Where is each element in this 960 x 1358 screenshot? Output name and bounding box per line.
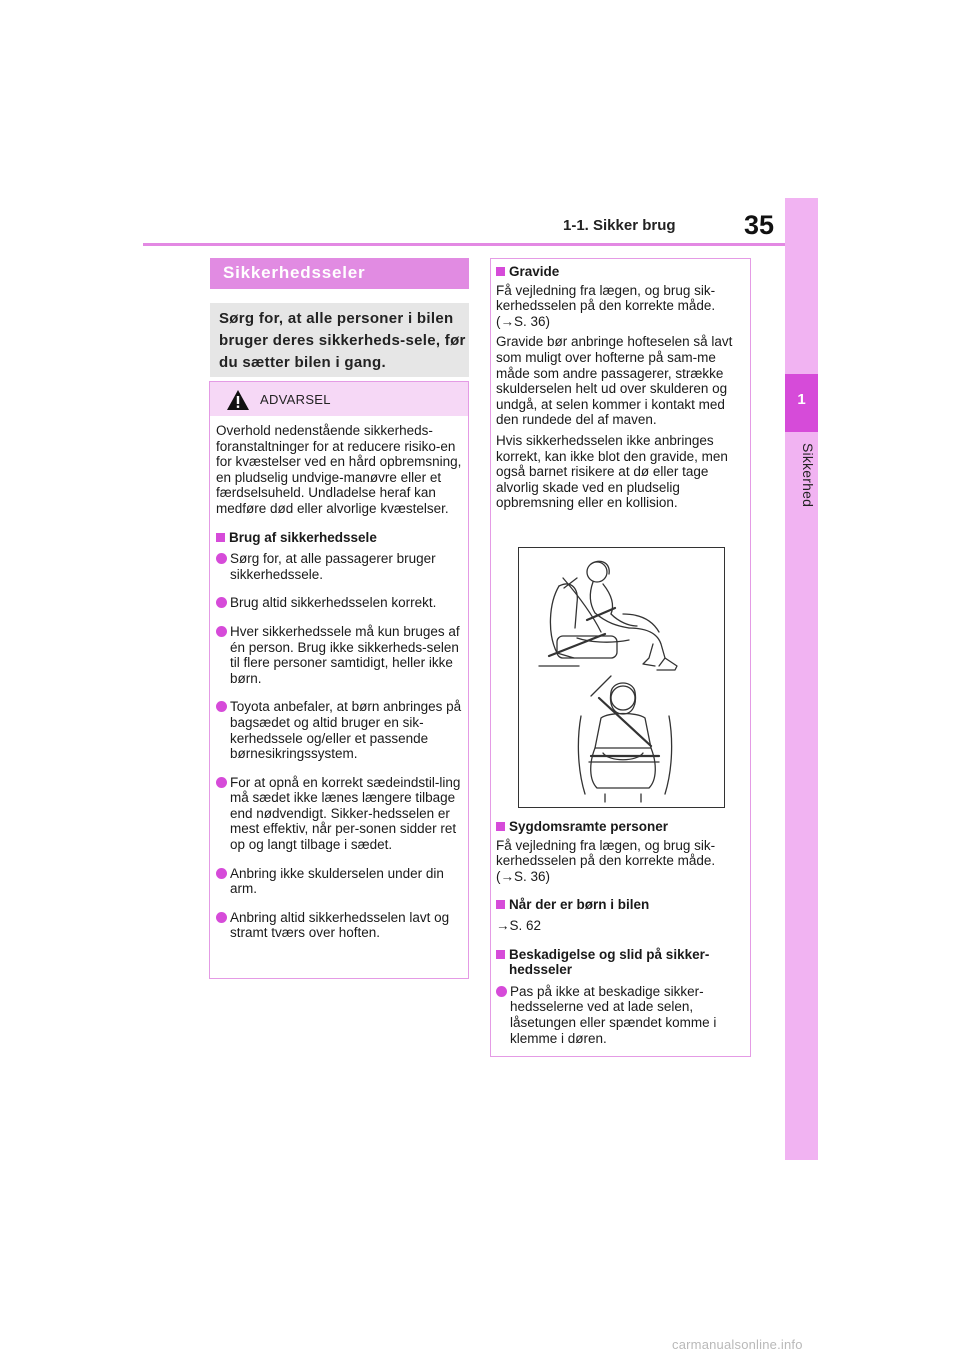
list-item-text: Hver sikkerhedssele må kun bruges af én person. Brug ikke sikkerheds-selen til flere personer samtidigt, heller ikke børn. (230, 623, 460, 686)
pregnant-heading-label: Gravide (509, 264, 560, 279)
warning-body (216, 423, 462, 941)
list-item (216, 866, 462, 897)
pregnant-paragraph-1: Få vejledning fra lægen, og brug sik-kerhedsselen på den korrekte måde. (496, 282, 716, 314)
round-bullet-icon (496, 986, 507, 997)
page-reference-link[interactable]: (→S. 36) (496, 868, 551, 884)
list-item-text: Brug altid sikkerhedsselen korrekt. (230, 595, 437, 611)
info-body-lower (496, 819, 746, 1046)
pregnant-paragraph-3: Hvis sikkerhedsselen ikke anbringes korrekt, kan ikke blot den gravide, men også barnet risikere at dø eller tage alvorlig skade ved en pludselig opbremsning eller en kollision. (496, 432, 728, 511)
list-item (216, 699, 462, 761)
warning-header (210, 382, 468, 416)
list-item (216, 910, 462, 941)
list-item-text: For at opnå en korrekt sædeindstil-ling må sædet ikke lænes længere tilbage end nødvendigt. Sikker-hedsselen er mest effektiv, når per-sonen sidder ret op og langt tilbage i sædet. (230, 774, 461, 853)
info-box (490, 258, 751, 1057)
list-item-text: Toyota anbefaler, at børn anbringes på bagsædet og altid bruger en sik-kerhedssele og/eller et passende børnesikringssystem. (230, 699, 462, 762)
round-bullet-icon (216, 912, 227, 923)
chapter-name: Sikkerhed (800, 443, 816, 508)
warning-text: Overhold nedenstående sikkerheds-foranstaltninger for at reducere risiko-en for kvæstelser ved en hård opbremsning, en pludselig undvige-manøvre eller et færdselsuheld. Undladelse heraf kan medføre død eller alvorlige kvæstelser. (216, 423, 462, 516)
list-item (216, 595, 462, 611)
square-bullet-icon (496, 950, 505, 959)
warning-subheading-label: Brug af sikkerhedssele (229, 529, 377, 545)
round-bullet-icon (216, 701, 227, 712)
pregnant-seatbelt-illustration (518, 547, 725, 808)
page-reference-link[interactable]: (→S. 36) (496, 313, 551, 329)
info-body (496, 264, 746, 511)
sick-heading-label: Sygdomsramte personer (509, 819, 669, 834)
children-heading-label: Når der er børn i bilen (509, 897, 650, 913)
damage-heading-label: Beskadigelse og slid på sikker-hedsseler (509, 946, 710, 978)
warning-box (209, 381, 469, 979)
chapter-side-strip (785, 198, 818, 1160)
pregnant-paragraph-2: Gravide bør anbringe hofteselen så lavt som muligt over hofterne på sam-me måde som andre passagerer, strække skulderselen helt ud over skulderen og undgå, at selen kommer i kontakt med den rundede del af maven. (496, 334, 733, 428)
sick-paragraph: Få vejledning fra lægen, og brug sik-kerhedsselen på den korrekte måde. (496, 837, 716, 869)
square-bullet-icon (496, 267, 505, 276)
section-banner (210, 258, 469, 289)
list-item (496, 984, 746, 1046)
round-bullet-icon (216, 868, 227, 879)
round-bullet-icon (216, 777, 227, 788)
square-bullet-icon (216, 533, 225, 542)
list-item (216, 624, 462, 686)
list-item-text: Sørg for, at alle passagerer bruger sikkerhedssele. (230, 551, 436, 582)
warning-subheading (216, 530, 462, 546)
damage-heading (496, 947, 746, 978)
header-rule (143, 243, 785, 246)
list-item (216, 775, 462, 853)
list-item-text: Pas på ikke at beskadige sikker-hedsselerne ved at lade selen, låsetungen eller spændet komme i klemme i døren. (510, 983, 717, 1046)
square-bullet-icon (496, 900, 505, 909)
round-bullet-icon (216, 626, 227, 637)
section-banner-title: Sikkerhedsseler (223, 263, 366, 282)
sick-heading (496, 819, 746, 835)
page-number: 35 (744, 210, 775, 240)
section-title: 1-1. Sikker brug (563, 217, 676, 234)
watermark: carmanualsonline.info (672, 1337, 803, 1352)
round-bullet-icon (216, 597, 227, 608)
square-bullet-icon (496, 822, 505, 831)
warning-title: ADVARSEL (260, 392, 331, 407)
intro-text: Sørg for, at alle personer i bilen bruger deres sikkerheds-sele, før du sætter bilen i gang. (219, 310, 466, 371)
warning-triangle-icon (226, 389, 250, 411)
children-heading (496, 897, 746, 913)
intro-box (210, 303, 469, 377)
chapter-number: 1 (797, 391, 806, 408)
list-item-text: Anbring altid sikkerhedsselen lavt og stramt tværs over hoften. (230, 909, 450, 941)
page-reference-link[interactable]: →S. 62 (496, 917, 542, 933)
list-item-text: Anbring ikke skulderselen under din arm. (230, 865, 444, 897)
round-bullet-icon (216, 553, 227, 564)
list-item (216, 551, 462, 582)
pregnant-heading (496, 264, 746, 280)
